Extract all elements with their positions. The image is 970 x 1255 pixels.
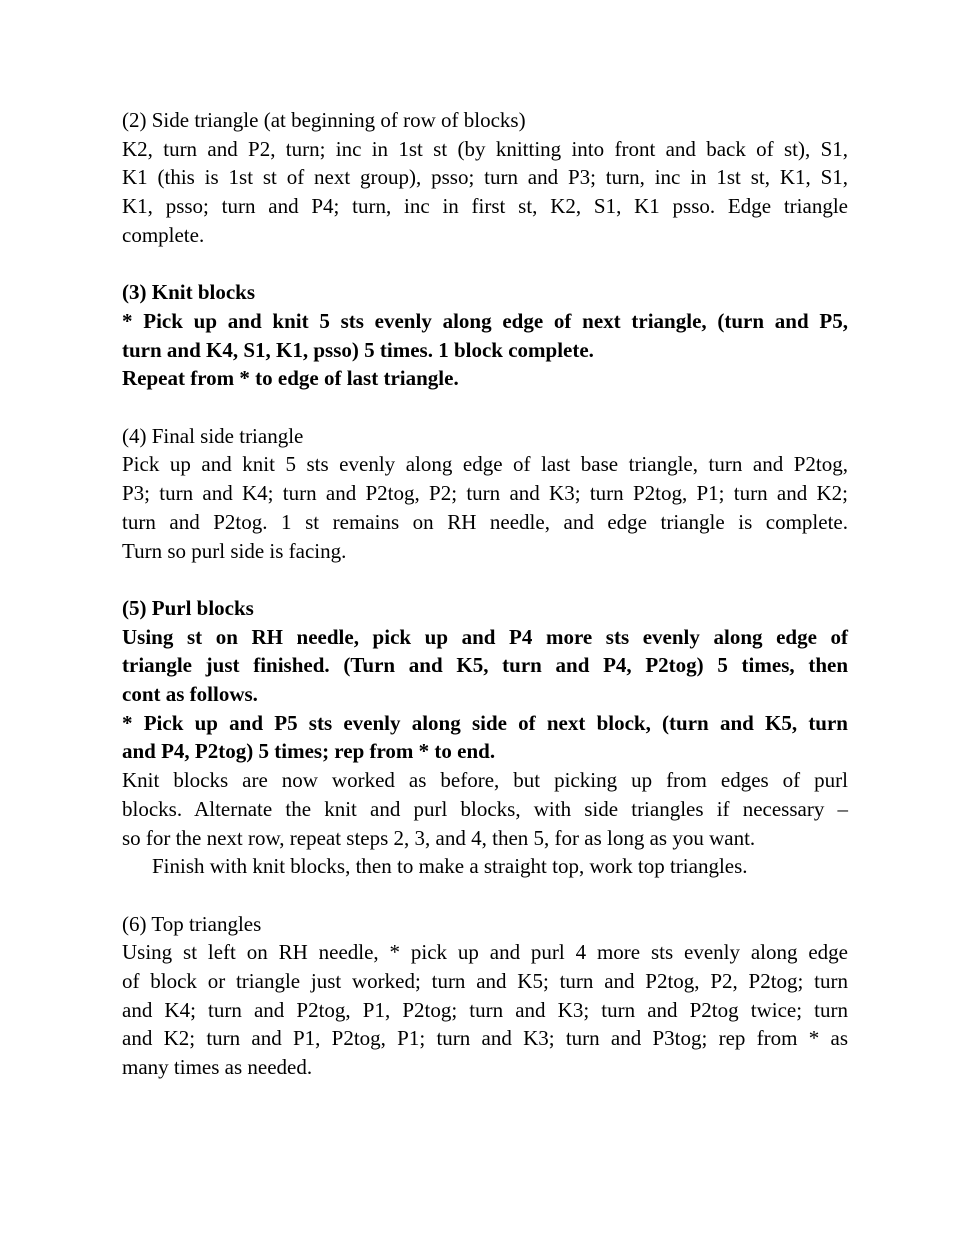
text-line: Using st left on RH needle, * pick up and purl 4 more sts evenly along edge: [122, 940, 848, 965]
section-heading: (5) Purl blocks: [122, 595, 254, 620]
text-line: turn and P2tog. 1 st remains on RH needle, and edge triangle is complete.: [122, 509, 848, 534]
section-3-knit-blocks: [122, 278, 848, 393]
text-line: K2, turn and P2, turn; inc in 1st st (by knitting into front and back of st), S1,: [122, 136, 848, 161]
paragraph: [122, 307, 848, 364]
text-line: many times as needed.: [122, 1055, 313, 1080]
paragraph: [122, 766, 848, 852]
text-line: complete.: [122, 222, 205, 247]
section-heading: (4) Final side triangle: [122, 423, 304, 448]
text-line: and K2; turn and P1, P2tog, P1; turn and K3; turn and P3tog; rep from * as: [122, 1026, 848, 1051]
text-line: triangle just finished. (Turn and K5, turn and P4, P2tog) 5 times, then: [122, 653, 848, 678]
text-line: and P4, P2tog) 5 times; rep from * to end.: [122, 739, 496, 764]
text-line: Knit blocks are now worked as before, but picking up from edges of purl: [122, 768, 848, 793]
text-line: so for the next row, repeat steps 2, 3, and 4, then 5, for as long as you want.: [122, 825, 756, 850]
paragraph: [122, 938, 848, 1082]
text-line: cont as follows.: [122, 682, 258, 707]
paragraph: [122, 135, 848, 250]
section-heading: (2) Side triangle (at beginning of row of blocks): [122, 108, 526, 132]
text-line: Turn so purl side is facing.: [122, 538, 347, 563]
text-line: Finish with knit blocks, then to make a straight top, work top triangles.: [152, 854, 748, 879]
text-line: * Pick up and knit 5 sts evenly along edge of next triangle, (turn and P5,: [122, 308, 848, 333]
text-line: P3; turn and K4; turn and P2tog, P2; turn and K3; turn P2tog, P1; turn and K2;: [122, 481, 848, 506]
text-line: of block or triangle just worked; turn and K5; turn and P2tog, P2, P2tog; turn: [122, 969, 848, 994]
paragraph: [122, 364, 848, 393]
document-content: [122, 106, 848, 1082]
text-line: Using st on RH needle, pick up and P4 more sts evenly along edge of: [122, 624, 848, 649]
section-6-top-triangles: [122, 910, 848, 1082]
section-heading: (3) Knit blocks: [122, 280, 256, 305]
section-2-side-triangle: [122, 106, 848, 250]
section-heading: (6) Top triangles: [122, 911, 262, 936]
text-line: blocks. Alternate the knit and purl blocks, with side triangles if necessary –: [122, 796, 848, 821]
paragraph: [122, 852, 848, 881]
text-line: * Pick up and P5 sts evenly along side of next block, (turn and K5, turn: [122, 710, 848, 735]
section-4-final-side-triangle: [122, 422, 848, 566]
text-line: and K4; turn and P2tog, P1, P2tog; turn and K3; turn and P2tog twice; turn: [122, 997, 848, 1022]
section-5-purl-blocks: [122, 594, 848, 881]
paragraph: [122, 709, 848, 766]
text-line: turn and K4, S1, K1, psso) 5 times. 1 block complete.: [122, 337, 594, 362]
text-line: K1 (this is 1st st of next group), psso; turn and P3; turn, inc in 1st st, K1, S1,: [122, 165, 848, 190]
paragraph: [122, 450, 848, 565]
text-line: Pick up and knit 5 sts evenly along edge of last base triangle, turn and P2tog,: [122, 452, 848, 477]
text-line: Repeat from * to edge of last triangle.: [122, 366, 459, 391]
text-line: K1, psso; turn and P4; turn, inc in first st, K2, S1, K1 psso. Edge triangle: [122, 194, 848, 219]
paragraph: [122, 623, 848, 709]
